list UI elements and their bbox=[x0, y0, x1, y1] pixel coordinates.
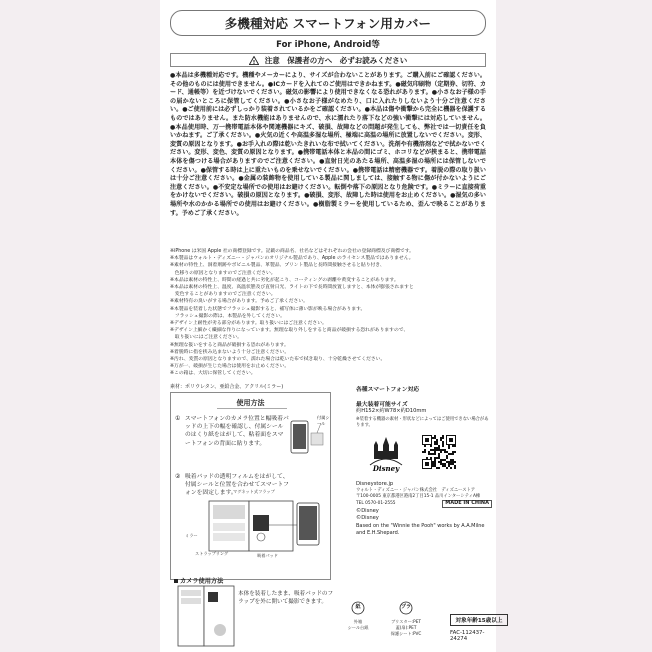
outer-box-label: 外箱 bbox=[353, 619, 363, 624]
howto-box bbox=[170, 392, 331, 580]
product-code: FAC-112437-24274 bbox=[450, 630, 485, 642]
plastic-label: プラ bbox=[400, 604, 411, 610]
made-in-badge: MADE IN CHINA bbox=[442, 500, 492, 508]
subtitle: For iPhone, Android等 bbox=[276, 40, 380, 50]
caution-body: ●本品は多機種対応です。機種やメーカーにより、サイズが合わないことがあります。ご購入前にご確認ください。その他のものには使用できません。●ICカードを入れてのご使用はできかねます。●磁気印刷物（定期券、切符、カード、通帳等）を近づけないでください。磁気の影響により使用できなくなる恐れがあります。●小さなお子様の手の届かないところに保管してください。●小さなお子様がなめたり、口に入れたりしないよう十分ご注意ください。●ご使用前には必ずしっかり装着されているかをご確認ください。●本品は傷や衝撃から完全に機器を保護するものではありません。また防水機能はありませんので、水に濡れたり落下などの強い衝撃には対応していません。●本品使用時、万一携帯電話本体や関連機器にキズ、破損、故障などの問題が発生しても、弊社では一切責任を負いかねます。ご了承ください。●火気の近くや高温多湿な場所、極端に高温の場所に放置しないでください。変形、変質の原因となります。●お手入れの際は乾いたきれいな布で拭いてください。洗剤や有機溶剤などで拭かないでください。変形、変色、変質の原因となります。●携帯電話本体と本品の間にゴミ、ホコリなどが挟まると、携帯電話本体を傷つける場合がありますのでご注意ください。●直射日光のあたる場所、高温多湿の場所には保管しないでください。●保管する時は上に重たいものを乗せないでください。●携帯電話は精密機器です。着脱の際の取り扱いは十分ご注意ください。●金属の装飾物を使用している製品に関しましては、接触する物に傷が付かないようにご注意ください。●不安定な場所での使用はお避けください。転倒や落下の原因となり危険です。●ミラーに直接荷重をかけないでください。破損の原因となります。●破損、変形、故障した時は使用をお止めください。●湿気の多い場所や水のかかる場所での使用はお避けください。●樹脂製ミラーを使用しているため、歪んで映ることがあります。予めご了承ください。 bbox=[170, 72, 486, 217]
protect-label: 保護シート:PVC bbox=[390, 631, 422, 636]
caution-header-text: 注意 保護者の方へ 必ずお読みください bbox=[264, 55, 408, 65]
address-text: 〒100-0005 東京都港区港南2丁目15-1 品川インターシティA棟 bbox=[356, 494, 481, 500]
howto-title: 使用方法 bbox=[236, 399, 265, 407]
note-line: ※デザイン上耐性が劣る部分があります。取り扱いにはご注意ください。 bbox=[170, 321, 327, 327]
note-line: ※この箱は、大切に保管してください。 bbox=[170, 371, 256, 377]
copyright-2: ©Disney bbox=[356, 515, 379, 522]
note-line: 取り扱いにはご注意ください。 bbox=[170, 335, 242, 341]
phone-made-row bbox=[356, 500, 492, 508]
note-line: ※着脱時に指を挟み込まないよう十分ご注意ください。 bbox=[170, 349, 290, 355]
material-text: 素材：ポリウレタン、亜鉛合金、アクリル(ミラー) bbox=[170, 384, 284, 390]
camera-text: 本体を装着したまま、吸着パッドのフラップを外に開いて撮影できます。 bbox=[238, 591, 334, 606]
page-title: 多機種対応 スマートフォン用カバー bbox=[170, 10, 486, 36]
square-bullet-icon bbox=[174, 579, 178, 583]
package-back bbox=[160, 0, 503, 652]
step-2-number-icon: ② bbox=[175, 473, 181, 480]
mirror-label: ミラー bbox=[185, 533, 198, 538]
svg-text:!: ! bbox=[252, 59, 256, 65]
copyright-1: ©Disney bbox=[356, 507, 379, 514]
note-line: ※無理な扱いをすると商品が破損する恐れがあります。 bbox=[170, 342, 289, 348]
notes-list bbox=[170, 248, 486, 378]
company-text: ウォルト・ディズニー・ジャパン株式会社 ディズニーストア bbox=[356, 488, 476, 494]
models-title: 各種スマートフォン対応 bbox=[356, 387, 420, 393]
note-line: ※本製品はウォルト・ディズニー・ジャパンのオリジナル製品であり、Apple のライセンス製品ではありません。 bbox=[170, 256, 414, 262]
note-line: ※素材の特性上、洞着剤跡やボビニル製品、革製品、プリント製品と長時間接触させると貼り付き、 bbox=[170, 263, 385, 269]
case-illustration bbox=[201, 497, 321, 557]
step-1-number-icon: ① bbox=[175, 415, 181, 422]
phone-text: TEL 0570-01-2555 bbox=[356, 501, 396, 506]
note-line: ※iPhone は米国 Apple 社の商標登録です。記載の商品名、社名などはそれぞれの会社の登録商標及び商標です。 bbox=[170, 249, 414, 254]
max-size-title: 最大装着可能サイズ bbox=[356, 402, 408, 408]
magnet-flap-label: マグネット式フラップ bbox=[233, 489, 275, 494]
step-1-text: スマートフォンのカメラ位置と幅吸着パッドの上下の幅を確認し、付属シールのはくり紙をはがして、粘着面をスマートフォンの背面に貼ります。 bbox=[185, 416, 289, 447]
max-size-value: 約H152×約W78×約D10mm bbox=[356, 408, 427, 414]
warning-icon bbox=[249, 56, 259, 65]
note-line: 色移りの原因となりますのでご注意ください。 bbox=[170, 270, 276, 276]
disney-castle-logo-icon bbox=[366, 435, 406, 473]
info-column bbox=[356, 384, 492, 537]
credit-text: Based on the "Winnie the Pooh" works by A.A.Milne and E.H.Shepard. bbox=[356, 522, 485, 537]
blister-label: ブリスター:PET bbox=[391, 619, 421, 624]
paper-recycle-mark bbox=[344, 600, 372, 631]
paper-label: 紙 bbox=[355, 604, 361, 610]
logo-row bbox=[356, 435, 492, 493]
camera-title-text: カメラ使用方法 bbox=[180, 578, 224, 585]
camera-illustration bbox=[176, 584, 236, 648]
caution-header bbox=[170, 53, 486, 67]
note-line: ※本品は素材の特性上、時間の経過と共に劣化が起こり、コーティングの剥離や黄変することがあります。 bbox=[170, 277, 399, 283]
cover-label: 蓋(扉):PET bbox=[395, 625, 417, 630]
note-line: フラッシュ撮影の際は、本製品を外してください。 bbox=[170, 313, 285, 319]
plastic-recycle-mark bbox=[376, 600, 436, 637]
note-line: 変色することがありますのでご注意ください。 bbox=[170, 292, 276, 298]
note-line: ※万が一、破損が生じた場合は使用をお止めください。 bbox=[170, 364, 290, 370]
step-1 bbox=[175, 415, 289, 448]
note-line: ※汚れ、変質の原因となりますので、濡れた場合は乾いた布で拭き取り、十分乾燥させてください。 bbox=[170, 357, 386, 363]
qr-code-icon bbox=[422, 435, 456, 469]
note-line: ※デザイン上細かく繊細な作りになっています。無理な取り外しをすると商品が破損する恐れがありますので、 bbox=[170, 328, 409, 334]
svg-text:Disney: Disney bbox=[372, 464, 400, 473]
note-line: ※本品は素材の特性上、温度、高温状態及び直射日光、ライトの下で長時間放置しますと、本体が膨張されますと bbox=[170, 285, 414, 291]
age-badge: 対象年齢15歳以上 bbox=[450, 614, 508, 626]
strap-label: ストラップリング bbox=[195, 551, 229, 556]
model-note: ※装着する機器の素材・形状などによってはご使用できない場合があります。 bbox=[356, 417, 489, 429]
note-line: ※本製品を装着した状態でフラッシュ撮影すると、補写体に薄い影が映る場合があります。 bbox=[170, 306, 366, 312]
seal-label: シール台紙 bbox=[347, 625, 369, 630]
divider bbox=[217, 408, 287, 409]
note-line: ※素材特有の臭いがする場合があります。予めご了承ください。 bbox=[170, 299, 308, 305]
pad-label: 吸着パッド bbox=[257, 553, 278, 558]
site-url: Disneystore.jp bbox=[356, 481, 394, 487]
sticker-label: 付属シール bbox=[317, 415, 330, 426]
step-2-text: 吸着パッドの透明フィルムをはがして、付属シールと位置を合わせてスマートフォンを固定します。 bbox=[185, 474, 289, 497]
